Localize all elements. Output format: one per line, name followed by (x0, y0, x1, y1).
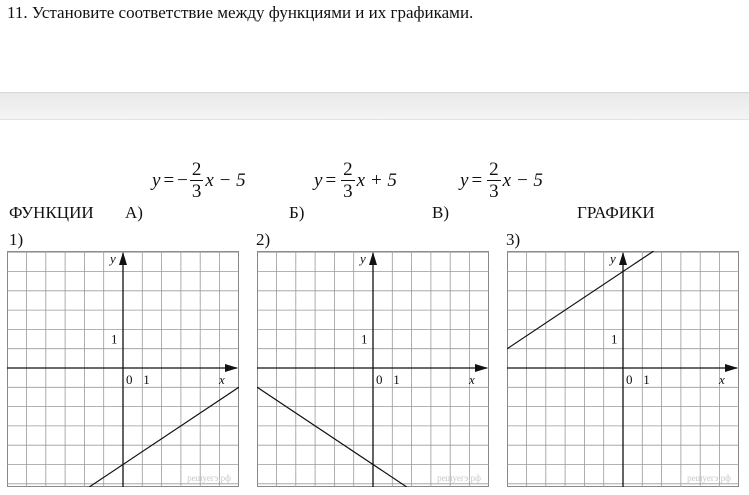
function-b-fraction (341, 160, 355, 201)
function-a-fraction (190, 160, 204, 201)
separator-band (0, 92, 749, 120)
watermark: решуегэ.рф (687, 473, 731, 483)
graph-2 (257, 251, 489, 492)
function-c-eq: = (471, 169, 483, 191)
y-axis-label: y (360, 251, 366, 266)
function-c-numerator: 2 (489, 159, 499, 180)
function-a-tail: x − 5 (205, 169, 246, 191)
function-a-label: А) (125, 203, 143, 222)
x-unit-label: 1 (143, 372, 150, 387)
origin-label: 0 (376, 372, 383, 387)
function-a-eq: = (163, 169, 175, 191)
function-a-numerator: 2 (191, 159, 202, 180)
x-axis-label: x (719, 372, 725, 387)
function-b-formula (314, 160, 397, 201)
function-b-denominator: 3 (343, 181, 353, 202)
task-text: 11. Установите соответствие между функциями и их графиками. (7, 3, 474, 22)
graph-1-label: 1) (9, 230, 24, 249)
graphs-header: ГРАФИКИ (577, 203, 655, 222)
y-axis-label: y (110, 251, 116, 266)
x-unit-label: 1 (393, 372, 400, 387)
function-c-formula (460, 160, 543, 201)
x-axis-label: x (469, 372, 475, 387)
graph-2-label: 2) (256, 230, 271, 249)
origin-label: 0 (626, 372, 633, 387)
function-c-label: В) (432, 203, 449, 222)
y-unit-label: 1 (111, 331, 118, 347)
function-c-denominator: 3 (489, 181, 499, 202)
function-a-y: y (152, 169, 161, 191)
function-b-numerator: 2 (343, 159, 353, 180)
function-c-tail: x − 5 (502, 169, 543, 191)
graph-3 (507, 251, 739, 492)
watermark: решуегэ.рф (437, 473, 481, 483)
y-axis-label: y (610, 251, 616, 266)
functions-header: ФУНКЦИИ (9, 203, 94, 222)
watermark: решуегэ.рф (187, 473, 231, 483)
x-unit-label: 1 (643, 372, 650, 387)
function-b-eq: = (325, 169, 337, 191)
origin-label: 0 (126, 372, 133, 387)
y-unit-label: 1 (611, 331, 618, 347)
graph-1 (7, 251, 239, 492)
function-a-sign: − (177, 169, 188, 191)
function-b-y: y (314, 169, 323, 191)
y-unit-label: 1 (361, 331, 368, 347)
function-b-tail: x + 5 (356, 169, 397, 191)
function-a-formula (152, 160, 246, 201)
function-b-label: Б) (289, 203, 305, 222)
function-a-denominator: 3 (191, 181, 202, 202)
graph-3-label: 3) (506, 230, 521, 249)
x-axis-label: x (219, 372, 225, 387)
function-c-y: y (460, 169, 469, 191)
function-c-fraction (487, 160, 501, 201)
